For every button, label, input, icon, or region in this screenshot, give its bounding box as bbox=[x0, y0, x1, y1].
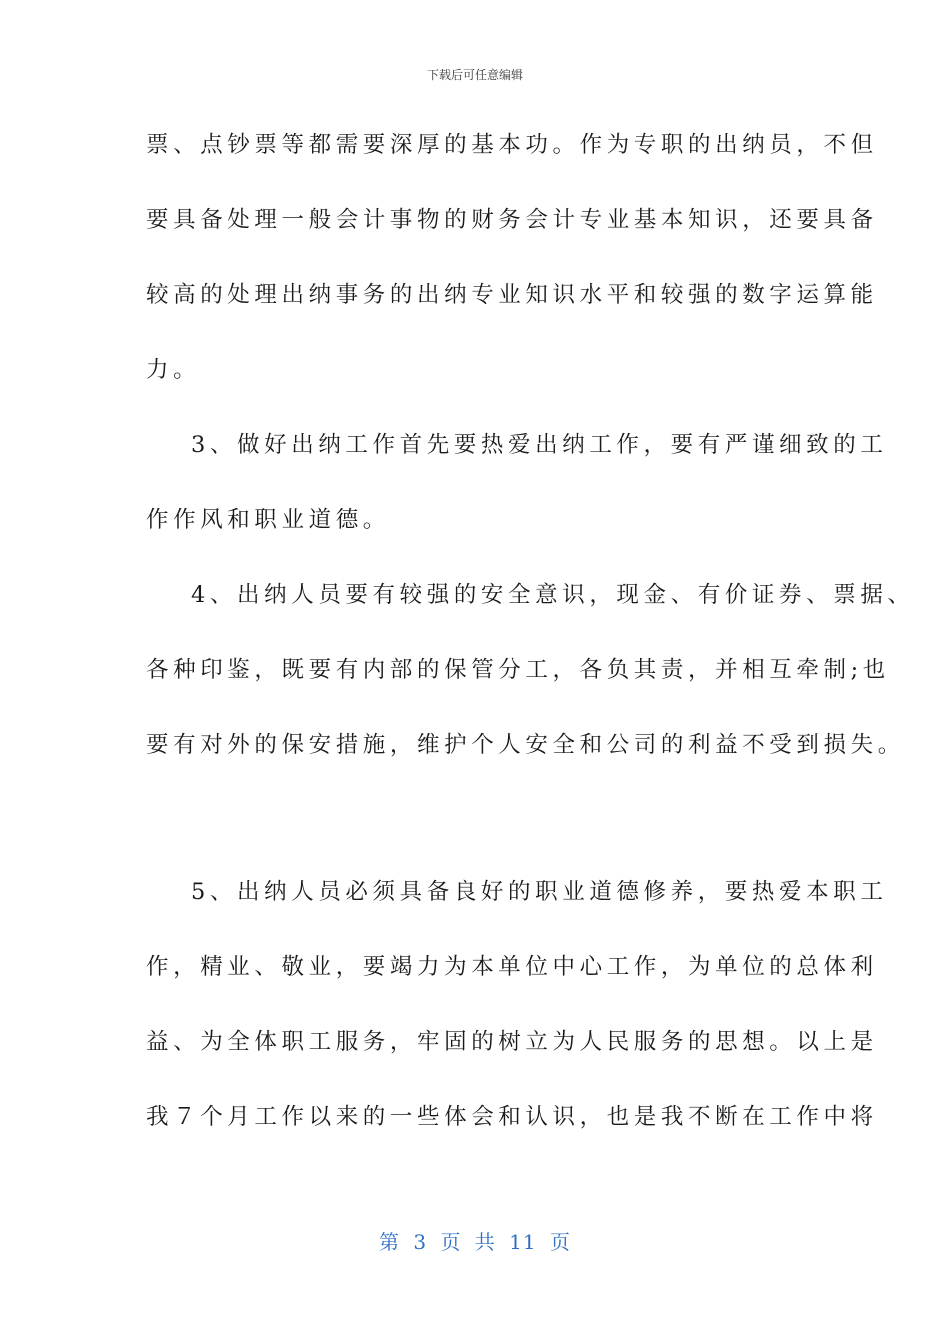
page-header: 下载后可任意编辑 bbox=[426, 68, 523, 82]
body-line-3: 较高的处理出纳事务的出纳专业知识水平和较强的数字运算能 bbox=[146, 282, 878, 308]
page-number-footer: 第 3 页 共 11 页 bbox=[379, 1230, 571, 1254]
paragraph-4-line-3: 要有对外的保安措施，维护个人安全和公司的利益不受到损失。 bbox=[146, 732, 905, 758]
paragraph-5-line-2: 作，精业、敬业，要竭力为本单位中心工作，为单位的总体利 bbox=[146, 954, 878, 980]
paragraph-5-line-4: 我７个月工作以来的一些体会和认识，也是我不断在工作中将 bbox=[146, 1104, 878, 1130]
paragraph-4-line-2: 各种印鉴，既要有内部的保管分工，各负其责，并相互牵制;也 bbox=[146, 657, 890, 683]
paragraph-3-line-2: 作作风和职业道德。 bbox=[146, 507, 390, 533]
paragraph-5-line-3: 益、为全体职工服务，牢固的树立为人民服务的思想。以上是 bbox=[146, 1029, 878, 1055]
paragraph-4-line-1: 4、出纳人员要有较强的安全意识，现金、有价证券、票据、 bbox=[191, 582, 915, 608]
body-line-4: 力。 bbox=[146, 357, 201, 383]
paragraph-3-line-1: 3、做好出纳工作首先要热爱出纳工作，要有严谨细致的工 bbox=[191, 432, 888, 458]
body-line-1: 票、点钞票等都需要深厚的基本功。作为专职的出纳员，不但 bbox=[146, 132, 878, 158]
body-line-2: 要具备处理一般会计事物的财务会计专业基本知识，还要具备 bbox=[146, 207, 878, 233]
paragraph-5-line-1: 5、出纳人员必须具备良好的职业道德修养，要热爱本职工 bbox=[191, 879, 888, 905]
